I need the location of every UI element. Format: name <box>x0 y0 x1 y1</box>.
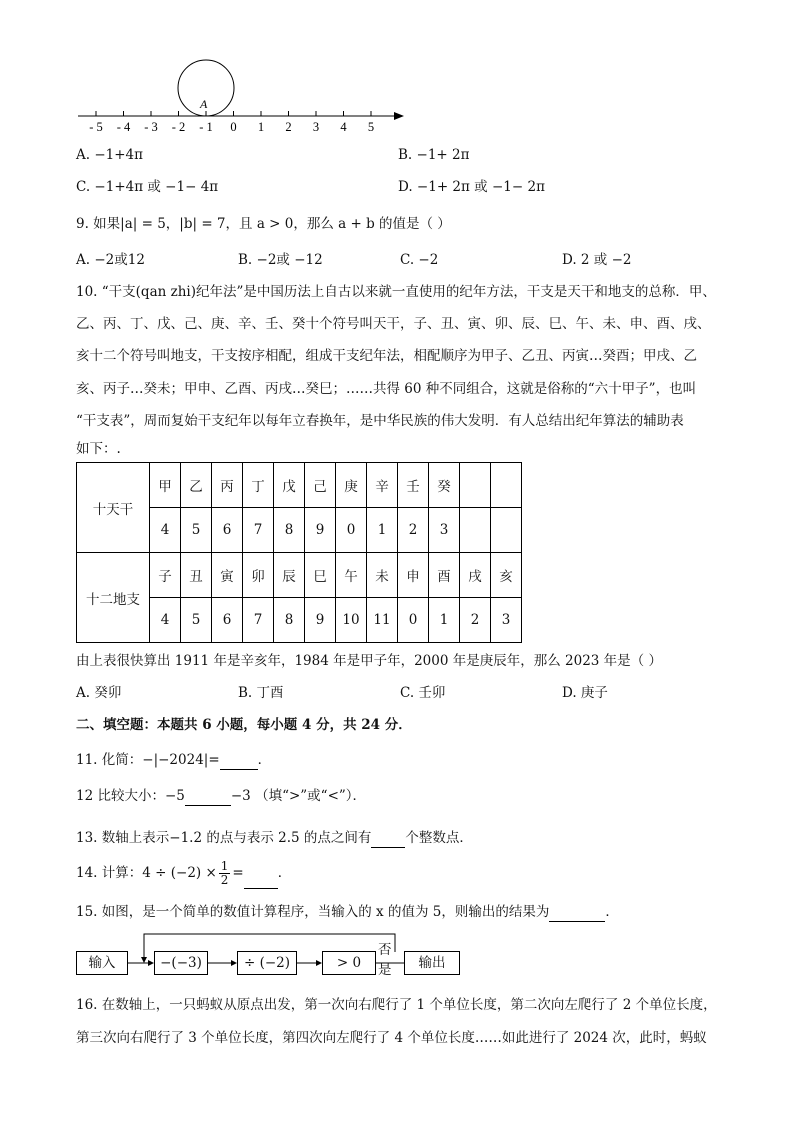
table-cell: 2 <box>398 508 429 553</box>
dizhi-char-row <box>77 553 522 598</box>
tiangan-char-row <box>77 463 522 508</box>
table-cell: 9 <box>305 508 336 553</box>
table-cell: 7 <box>243 598 274 643</box>
table-cell: 癸 <box>429 463 460 508</box>
q10-line-6: 如下：. <box>76 441 121 457</box>
tick-label: 2 <box>285 120 292 134</box>
tiangan-label: 十天干 <box>77 463 150 553</box>
section-2-title: 二、填空题：本题共 6 小题，每小题 4 分，共 24 分． <box>76 717 412 733</box>
axis-arrow-icon <box>394 112 404 120</box>
q10-option-c[interactable]: C. 壬卯 <box>400 685 446 701</box>
q8-option-d[interactable]: D. −1+ 2π 或 −1− 2π <box>398 179 545 195</box>
q9-option-b[interactable]: B. −2或 −12 <box>238 252 323 268</box>
q11 <box>76 751 271 770</box>
table-cell <box>491 508 522 553</box>
tick-label: - 4 <box>116 120 131 134</box>
q15-answer-blank[interactable] <box>549 903 605 922</box>
q15-suffix: ． <box>605 904 619 920</box>
tick-label: - 1 <box>199 120 213 134</box>
number-line-figure <box>70 56 410 136</box>
table-cell: 丑 <box>181 553 212 598</box>
table-cell: 3 <box>491 598 522 643</box>
q14 <box>76 858 291 889</box>
table-cell: 寅 <box>212 553 243 598</box>
q10-line-3: 亥十二个符号叫地支，干支按序相配，组成干支纪年法，相配顺序为甲子、乙丑、丙寅…癸酉；甲戌、乙 <box>76 348 697 364</box>
q11-answer-blank[interactable] <box>220 751 258 770</box>
table-cell: 酉 <box>429 553 460 598</box>
q16-line-2: 第三次向右爬行了 3 个单位长度，第四次向左爬行了 4 个单位长度……如此进行了 2024 次，此时，蚂蚁 <box>76 1030 707 1046</box>
q10-option-d[interactable]: D. 庚子 <box>562 685 608 701</box>
table-cell: 子 <box>150 553 181 598</box>
q15-prefix: 15. 如图，是一个简单的数值计算程序，当输入的 x 的值为 5，则输出的结果为 <box>76 904 550 920</box>
flow-no-label: 否 <box>378 942 392 958</box>
q10-line-2: 乙、丙、丁、戊、己、庚、辛、壬、癸十个符号叫天干，子、丑、寅、卯、辰、巳、午、未、申、酉、戌、 <box>76 316 711 332</box>
point-a-label: A <box>200 97 208 111</box>
q9-option-d[interactable]: D. 2 或 −2 <box>562 252 632 268</box>
fraction-numerator: 1 <box>220 859 229 873</box>
q8-option-a[interactable]: A. −1+4π <box>76 147 144 163</box>
q10-line-1: 10. “干支(qan zhi)纪年法”是中国历法上自古以来就一直使用的纪年方法，干支是天干和地支的总称．甲、 <box>76 284 716 300</box>
table-cell: 丁 <box>243 463 274 508</box>
table-cell: 未 <box>367 553 398 598</box>
table-cell: 8 <box>274 598 305 643</box>
q11-suffix: ． <box>257 752 272 768</box>
table-cell: 7 <box>243 508 274 553</box>
flow-output-box: 输出 <box>404 951 460 975</box>
flow-input-box: 输入 <box>76 951 128 975</box>
table-cell: 丙 <box>212 463 243 508</box>
q14-suffix: ． <box>277 865 292 881</box>
flow-condition-box: > 0 <box>322 951 376 975</box>
q10-question: 由上表很快算出 1911 年是辛亥年，1984 年是甲子年，2000 年是庚辰年，那么 2023 年是（ ） <box>76 653 662 669</box>
table-cell: 4 <box>150 508 181 553</box>
q11-prefix: 11. 化简：−|−2024|= <box>76 752 220 768</box>
table-cell: 辰 <box>274 553 305 598</box>
q12-mid: −3 （填“>”或“<”）． <box>230 788 367 804</box>
table-cell: 己 <box>305 463 336 508</box>
q9-stem: 9. 如果|a| = 5，|b| = 7，且 a > 0，那么 a + b 的值是（ ） <box>76 216 451 232</box>
table-cell: 9 <box>305 598 336 643</box>
q12-prefix: 12 比较大小：−5 <box>76 788 185 804</box>
table-cell <box>460 463 491 508</box>
tick-label: 5 <box>367 120 375 134</box>
q12 <box>76 787 366 806</box>
q14-equals: = <box>232 865 244 881</box>
table-cell: 0 <box>336 508 367 553</box>
tick-label: 1 <box>257 120 265 134</box>
flow-yes-label: 是 <box>378 962 392 978</box>
table-cell: 辛 <box>367 463 398 508</box>
table-cell: 申 <box>398 553 429 598</box>
q10-line-5: “干支表”，周而复始干支纪年以每年立春换年，是中华民族的伟大发明．有人总结出纪年算法的辅助表 <box>76 413 684 429</box>
table-cell: 6 <box>212 598 243 643</box>
q9-option-c[interactable]: C. −2 <box>400 252 439 268</box>
q12-answer-blank[interactable] <box>185 787 231 806</box>
tick-label: - 2 <box>171 120 186 134</box>
q16-line-1: 16. 在数轴上，一只蚂蚁从原点出发，第一次向右爬行了 1 个单位长度，第二次向左爬行了 2 个单位长度， <box>76 997 717 1013</box>
table-cell: 11 <box>367 598 398 643</box>
fraction-denominator: 2 <box>220 873 229 887</box>
table-cell: 3 <box>429 508 460 553</box>
q15 <box>76 903 619 922</box>
ganzhi-table <box>76 462 522 643</box>
table-cell: 2 <box>460 598 491 643</box>
table-cell <box>460 508 491 553</box>
table-cell: 5 <box>181 508 212 553</box>
table-cell: 甲 <box>150 463 181 508</box>
q10-option-b[interactable]: B. 丁酉 <box>238 685 284 701</box>
table-cell: 1 <box>367 508 398 553</box>
q13-suffix: 个整数点． <box>405 830 473 846</box>
table-cell: 亥 <box>491 553 522 598</box>
q9-option-a[interactable]: A. −2或12 <box>76 252 145 268</box>
tick-label: 3 <box>312 120 320 134</box>
table-cell: 巳 <box>305 553 336 598</box>
table-cell: 8 <box>274 508 305 553</box>
flow-step2-box: ÷ (−2) <box>237 951 297 975</box>
tick-label: 0 <box>230 120 237 134</box>
q10-line-4: 亥、丙子…癸未；甲申、乙酉、丙戌…癸巳；……共得 60 种不同组合，这就是俗称的“六十甲子”，也叫 <box>76 381 697 397</box>
q13 <box>76 829 473 848</box>
tick-label: - 5 <box>89 120 103 134</box>
q10-option-a[interactable]: A. 癸卯 <box>76 685 122 701</box>
table-cell: 壬 <box>398 463 429 508</box>
fraction-one-half <box>219 860 231 887</box>
table-cell: 卯 <box>243 553 274 598</box>
q14-prefix: 14. 计算：4 ÷ (−2) × <box>76 865 217 881</box>
table-cell <box>491 463 522 508</box>
q13-prefix: 13. 数轴上表示−1.2 的点与表示 2.5 的点之间有 <box>76 830 372 846</box>
table-cell: 0 <box>398 598 429 643</box>
tick-label: 4 <box>340 120 347 134</box>
table-cell: 戌 <box>460 553 491 598</box>
table-cell: 戊 <box>274 463 305 508</box>
q8-option-c[interactable]: C. −1+4π 或 −1− 4π <box>76 179 219 195</box>
dizhi-label: 十二地支 <box>77 553 150 643</box>
table-cell: 午 <box>336 553 367 598</box>
table-cell: 5 <box>181 598 212 643</box>
table-cell: 乙 <box>181 463 212 508</box>
q8-option-b[interactable]: B. −1+ 2π <box>398 147 470 163</box>
table-cell: 6 <box>212 508 243 553</box>
q14-answer-blank[interactable] <box>244 858 278 889</box>
table-cell: 4 <box>150 598 181 643</box>
tick-label: - 3 <box>144 120 158 134</box>
q13-answer-blank[interactable] <box>371 829 405 848</box>
flow-step1-box: −(−3) <box>154 951 208 975</box>
table-cell: 10 <box>336 598 367 643</box>
table-cell: 庚 <box>336 463 367 508</box>
table-cell: 1 <box>429 598 460 643</box>
